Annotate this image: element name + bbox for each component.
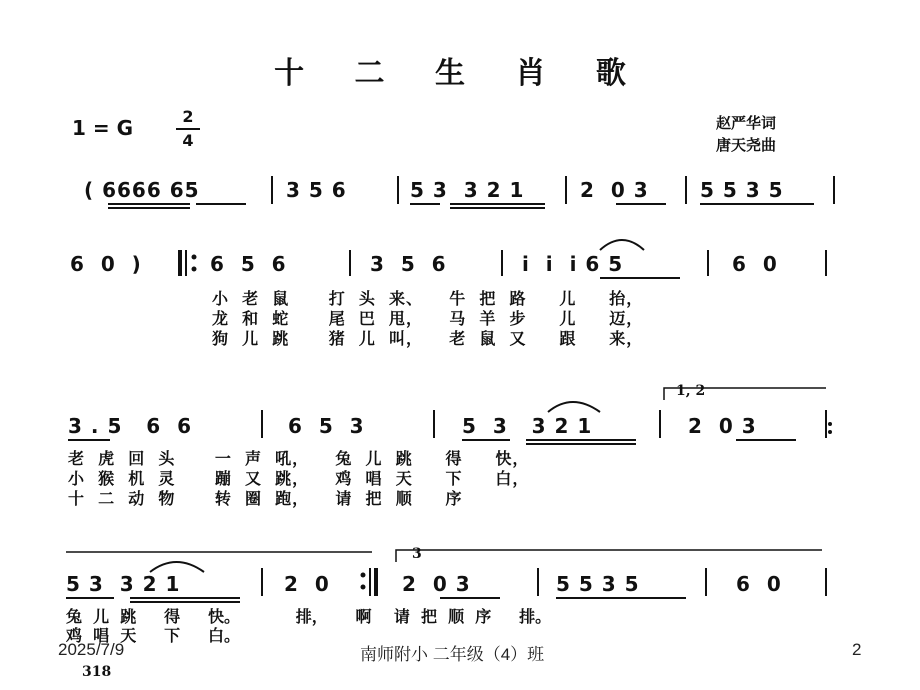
repeat-dot: [192, 267, 197, 272]
lyrics-c-line1: 兔 儿 跳 得 快。 排， 啊 请 把 顺 序 排。: [66, 607, 552, 626]
lyrics-b-line1: 老 虎 回 头 一 声 吼， 兔 儿 跳 得 快，: [68, 449, 530, 468]
repeat-dot: [361, 585, 366, 590]
repeat-dot: [828, 430, 832, 434]
row2-measure1: 6 0 ): [70, 252, 142, 276]
row1-measure2: 3 5 6: [286, 178, 347, 202]
footer-page: 2: [852, 640, 862, 659]
row3-measure1: 3 . 5 6 6: [68, 414, 193, 438]
row3-measure3: 5 3 3 2 1: [462, 414, 593, 438]
lyrics-c-line2: 鸡 唱 天 下 白。: [66, 626, 240, 645]
row1-measure1: ( 6666 65: [84, 178, 200, 202]
footer-center: 南师附小 二年级（4）班: [360, 645, 545, 664]
row4-measure2: 2 0: [284, 572, 330, 596]
slur: [150, 562, 204, 572]
row3-measure4: 2 0 3: [688, 414, 757, 438]
row2-measure2: 6 5 6: [210, 252, 287, 276]
key-signature: 1 = G: [72, 116, 134, 140]
repeat-dot: [192, 255, 197, 260]
volta-bracket: [664, 388, 826, 400]
volta-1-2-label: 1, 2: [676, 383, 706, 399]
slur: [600, 240, 644, 250]
volta-3-label: 3: [412, 546, 422, 562]
row1-measure4: 2 0 3: [580, 178, 649, 202]
lyricist: 赵严华词: [716, 114, 777, 132]
lyrics-a-line2: 龙 和 蛇 尾 巴 甩， 马 羊 步 儿 迈，: [212, 309, 644, 328]
row4-measure5: 6 0: [736, 572, 782, 596]
repeat-dot: [361, 573, 366, 578]
row4-measure1: 5 3 3 2 1: [66, 572, 181, 596]
repeat-dot: [828, 422, 832, 426]
row2-measure5: 6 0: [732, 252, 778, 276]
row2-measure3: 3 5 6: [370, 252, 447, 276]
row4-measure3: 2 0 3: [402, 572, 471, 596]
row2-measure4: i i i 6 5: [522, 252, 624, 276]
row1-measure3: 5 3 3 2 1: [410, 178, 525, 202]
lyrics-a-line1: 小 老 鼠 打 头 来、 牛 把 路 儿 抬，: [212, 289, 644, 308]
footer-date: 2025/7/9: [58, 640, 125, 659]
lyrics-b-line2: 小 猴 机 灵 蹦 又 跳， 鸡 唱 天 下 白，: [68, 469, 530, 488]
slur: [548, 402, 600, 412]
row4-measure4: 5 5 3 5: [556, 572, 640, 596]
lyrics-a-line3: 狗 儿 跳 猪 儿 叫， 老 鼠 又 跟 来，: [212, 329, 644, 348]
row3-measure2: 6 5 3: [288, 414, 365, 438]
row1-measure5: 5 5 3 5: [700, 178, 784, 202]
song-title: 十 二 生 肖 歌: [274, 56, 646, 91]
volta-bracket: [396, 550, 822, 562]
time-signature-top: 2: [182, 107, 194, 126]
time-signature-bottom: 4: [182, 131, 194, 150]
book-page-number: 318: [82, 664, 112, 680]
composer: 唐天尧曲: [716, 136, 777, 154]
lyrics-b-line3: 十 二 动 物 转 圈 跑， 请 把 顺 序: [68, 489, 463, 508]
